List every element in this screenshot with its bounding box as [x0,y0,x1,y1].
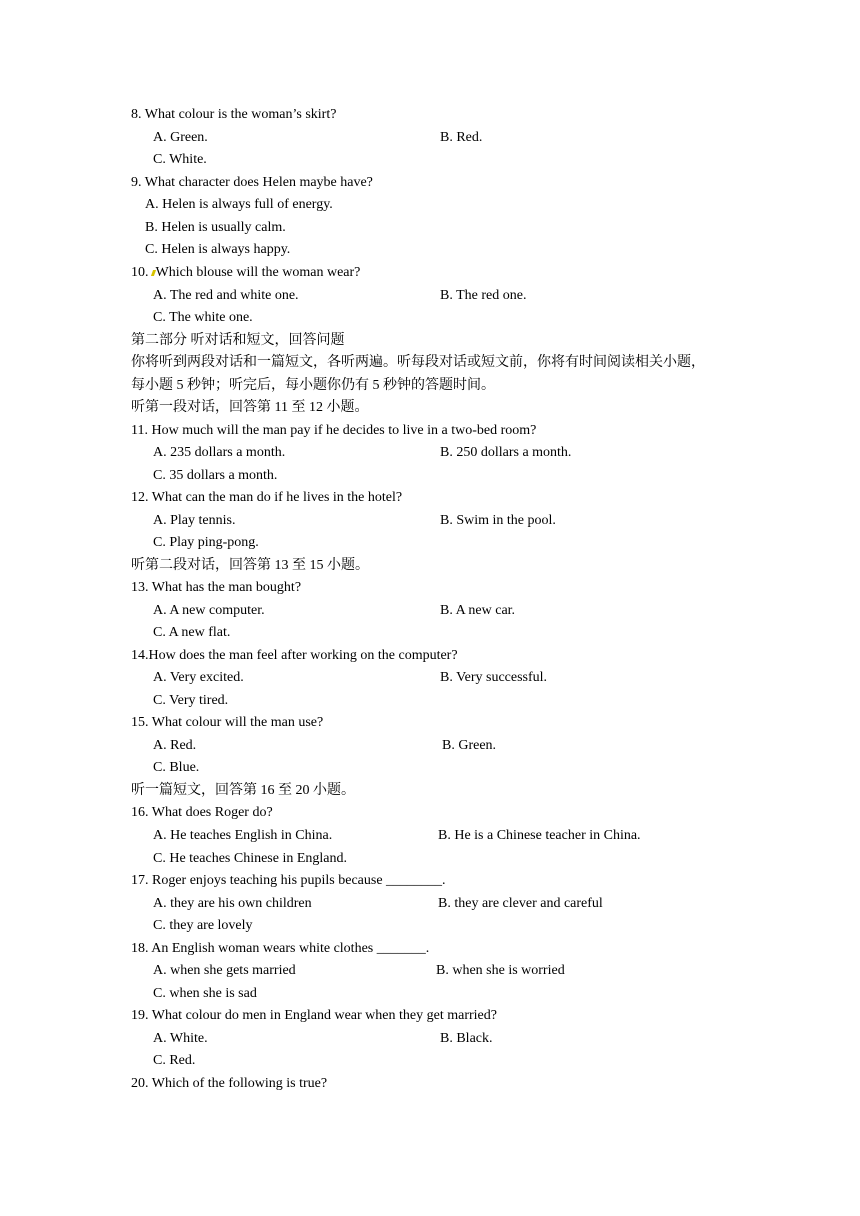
question-19-option-c: C. Red. [153,1053,196,1068]
question-14-option-a: A. Very excited. [153,670,244,685]
question-13-option-a: A. A new computer. [153,603,265,618]
question-10-option-a: A. The red and white one. [153,288,299,303]
question-17-option-c: C. they are lovely [153,918,253,933]
question-15-option-a: A. Red. [153,738,197,753]
question-11-option-c: C. 35 dollars a month. [153,468,278,483]
question-18-option-b: B. when she is worried [436,963,565,978]
question-17-stem: 17. Roger enjoys teaching his pupils because ________. [131,873,446,888]
part2-instructions-line2: 每小题 5 秒钟；听完后，每小题你仍有 5 秒钟的答题时间。 [131,378,495,393]
question-15-option-b: B. Green. [442,738,497,753]
question-13-stem: 13. What has the man bought? [131,580,302,595]
question-18-option-c: C. when she is sad [153,986,257,1001]
part2-title: 第二部分 听对话和短文，回答问题 [131,333,345,348]
question-9-option-b: B. Helen is usually calm. [145,220,286,235]
question-15-option-c: C. Blue. [153,760,200,775]
question-11-option-a: A. 235 dollars a month. [153,445,286,460]
question-13-option-c: C. A new flat. [153,625,231,640]
question-9-option-a: A. Helen is always full of energy. [145,197,333,212]
question-14-option-c: C. Very tired. [153,693,229,708]
question-20-stem: 20. Which of the following is true? [131,1076,328,1091]
question-12-stem: 12. What can the man do if he lives in the hotel? [131,490,403,505]
question-16-option-c: C. He teaches Chinese in England. [153,851,348,866]
passage-intro: 听一篇短文，回答第 16 至 20 小题。 [131,783,355,798]
dialog1-intro: 听第一段对话，回答第 11 至 12 小题。 [131,400,369,415]
question-12-option-c: C. Play ping-pong. [153,535,259,550]
question-12-option-b: B. Swim in the pool. [440,513,556,528]
question-8-option-a: A. Green. [153,130,208,145]
question-11-stem: 11. How much will the man pay if he decides to live in a two-bed room? [131,423,537,438]
question-9-stem: 9. What character does Helen maybe have? [131,175,373,190]
question-17-option-a: A. they are his own children [153,896,312,911]
question-10-text: Which blouse will the woman wear? [155,265,361,280]
question-14-option-b: B. Very successful. [440,670,548,685]
question-10-stem [131,262,360,285]
question-16-option-a: A. He teaches English in China. [153,828,333,843]
question-18-option-a: A. when she gets married [153,963,296,978]
question-17-option-b: B. they are clever and careful [438,896,603,911]
question-14-stem: 14.How does the man feel after working on the computer? [131,648,458,663]
question-16-stem: 16. What does Roger do? [131,805,273,820]
question-10-option-b: B. The red one. [440,288,527,303]
question-11-option-b: B. 250 dollars a month. [440,445,572,460]
question-19-stem: 19. What colour do men in England wear when they get married? [131,1008,497,1023]
question-19-option-a: A. White. [153,1031,208,1046]
question-19-option-b: B. Black. [440,1031,493,1046]
question-10-option-c: C. The white one. [153,310,253,325]
question-16-option-b: B. He is a Chinese teacher in China. [438,828,641,843]
part2-instructions-line1: 你将听到两段对话和一篇短文，各听两遍。听每段对话或短文前，你将有时间阅读相关小题， [131,355,705,370]
question-8-stem: 8. What colour is the woman’s skirt? [131,107,337,122]
question-10-number: 10. [131,265,149,280]
question-12-option-a: A. Play tennis. [153,513,236,528]
question-8-option-c: C. White. [153,152,207,167]
question-9-option-c: C. Helen is always happy. [145,242,291,257]
question-15-stem: 15. What colour will the man use? [131,715,324,730]
question-18-stem: 18. An English woman wears white clothes _______. [131,941,430,956]
dialog2-intro: 听第二段对话，回答第 13 至 15 小题。 [131,558,369,573]
question-8-option-b: B. Red. [440,130,483,145]
question-13-option-b: B. A new car. [440,603,516,618]
